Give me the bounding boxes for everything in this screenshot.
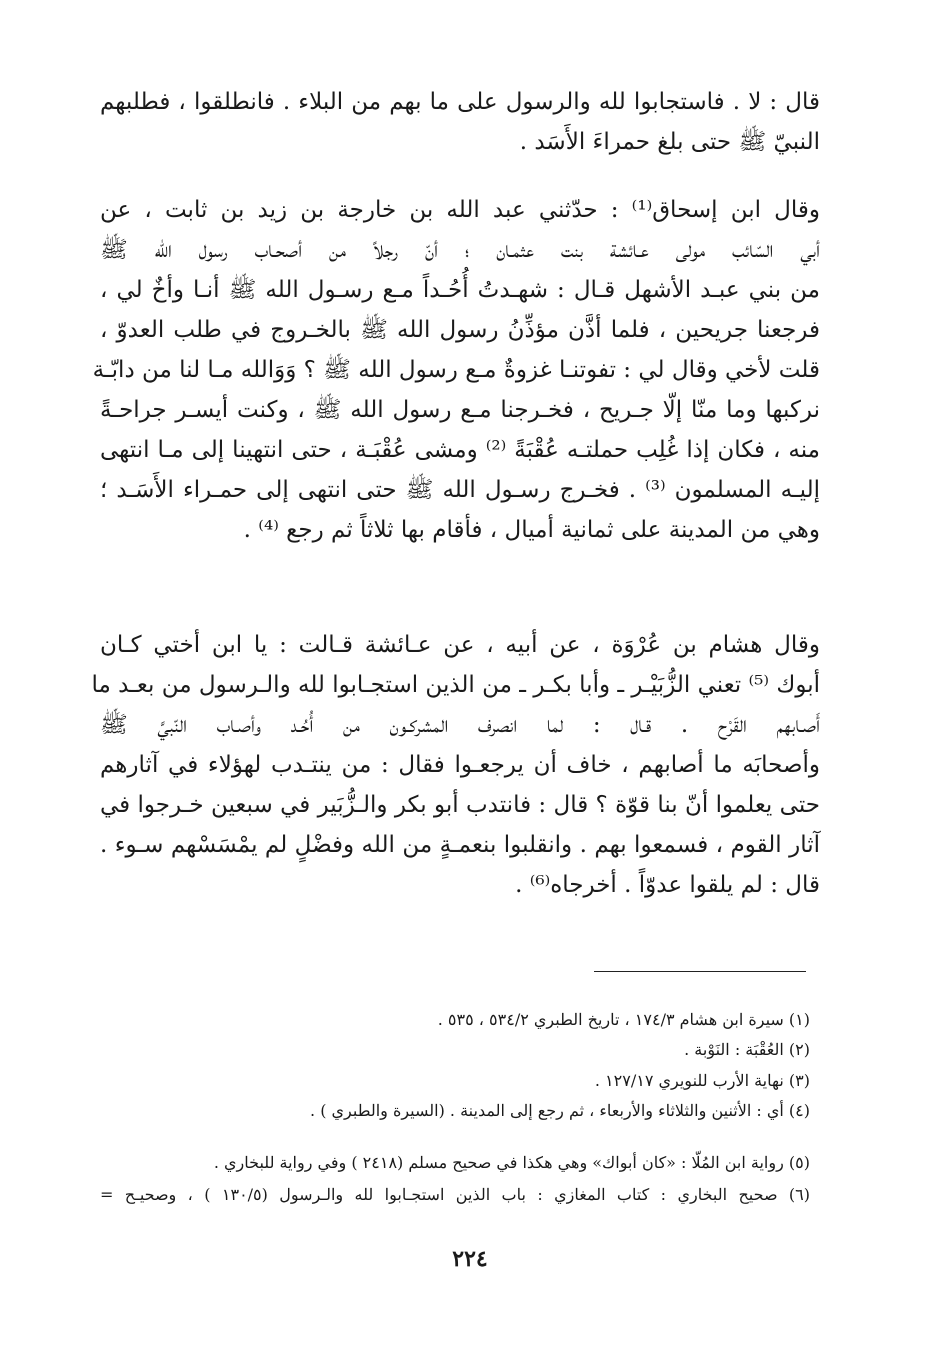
text-line: أَصـابهم القَرْح . قـال : لما انصرف المشركـون من أُحُـد وأصـاب النّبيَّ ﷺ bbox=[100, 712, 820, 738]
text-line: آثار القوم ، فسمعوا بهم . وانقلبوا بنعمـةٍ من الله وفضْلٍ لم يمْسَسْهم سـوء . bbox=[100, 832, 820, 858]
text-line: وقال ابن إسحاق⁽¹⁾ : حدّثني عبد الله بن خارجة بن زيد بن ثابت ، عن bbox=[100, 197, 820, 223]
text-line: وأصحابَه ما أصابهم ، خاف أن يرجعـوا فقال : من ينتـدب لهؤلاء في آثارهم bbox=[100, 752, 820, 778]
text-line: قلت لأخي وقال لي : تفوتنـا غزوةٌ مـع رسول الله ﷺ ؟ وَوَالله مـا لنا من دابّـة bbox=[92, 357, 820, 383]
text-line: أبي السّائب مولى عـائشة بنت عثمـان ؛ أنّ رجلاً من أصحـاب رسول الله ﷺ bbox=[100, 237, 820, 263]
text-line: إليـه المسلمون ⁽³⁾ . فخـرج رسـول الله ﷺ حتى انتهى إلى حمـراء الأَسَـد ؛ bbox=[100, 477, 820, 503]
footnote-3: (٣) نهاية الأرب للنويري ١٢٧/١٧ . bbox=[594, 1071, 810, 1090]
text-line: النبيّ ﷺ حتى بلغ حمراءَ الأَسَد . bbox=[519, 129, 820, 155]
text-line: منه ، فكان إذا غُلِب حملتـه عُقْبَةً ⁽²⁾ ومشى عُقْبَـة ، حتى انتهينا إلى مـا انتهى bbox=[100, 437, 820, 463]
paragraph-3 bbox=[91, 625, 820, 905]
text-line: قال : لا . فاستجابوا لله والرسول على ما بهم من البلاء . فانطلقوا ، فطلبهم bbox=[100, 89, 820, 115]
text-line: نركبها وما منّا إلّا جـريح ، فخـرجنا مـع رسول الله ﷺ ، وكنت أيسـر جراحـةً bbox=[100, 397, 820, 423]
text-line: من بني عبـد الأشهل قـال : شهـدتُ أُحُـداً مـع رسـول الله ﷺ أنـا وأخٌ لي ، bbox=[100, 277, 820, 303]
text-line: أبوك ⁽⁵⁾ تعني الزُّبَيْـر ـ وأبا بكـر ـ من الذين استجـابوا لله والـرسول من بعـد ما bbox=[91, 672, 820, 698]
footnote-separator bbox=[594, 971, 806, 972]
footnote-1: (١) سيرة ابن هشام ١٧٤/٣ ، تاريخ الطبري ٥٣٤/٢ ، ٥٣٥ . bbox=[437, 1010, 810, 1029]
page-number: ٢٢٤ bbox=[452, 1246, 488, 1272]
text-line: وقال هشام بن عُرْوَة ، عن أبيه ، عن عـائشة قـالت : يا ابن أختي كـان bbox=[100, 632, 820, 658]
text-line: فرجعنا جريحين ، فلما أذَّن مؤذِّنُ رسول الله ﷺ بالخـروج في طلب العدوّ ، bbox=[100, 317, 820, 343]
paragraph-2 bbox=[92, 190, 820, 550]
text-line: قال : لم يلقوا عدوّاً . أخرجاه⁽⁶⁾ . bbox=[515, 872, 820, 898]
footnote-6: (٦) صحيح البخاري : كتاب المغازي : باب الذين استجـابوا لله والـرسول (١٣٠/٥ ) ، وصحيـح = bbox=[100, 1185, 811, 1204]
footnote-2: (٢) العُقْبَة : النَوْبة . bbox=[684, 1040, 810, 1059]
text-line: حتى يعلموا أنّ بنا قوّة ؟ قال : فانتدب أبو بكر والـزُّبَير في سبعين خـرجوا في bbox=[100, 792, 820, 818]
text-line: وهي من المدينة على ثمانية أميال ، فأقام بها ثلاثاً ثم رجع ⁽⁴⁾ . bbox=[243, 517, 820, 543]
paragraph-1 bbox=[100, 82, 820, 162]
footnote-4: (٤) أي : الأثنين والثلاثاء والأربعاء ، ثم رجع إلى المدينة . (السيرة والطبري ) . bbox=[310, 1101, 810, 1120]
footnote-5: (٥) رواية ابن المُلّا : «كان أبواك» وهي هكذا في صحيح مسلم (٢٤١٨ ) وفي رواية للبخاري . bbox=[213, 1153, 810, 1172]
